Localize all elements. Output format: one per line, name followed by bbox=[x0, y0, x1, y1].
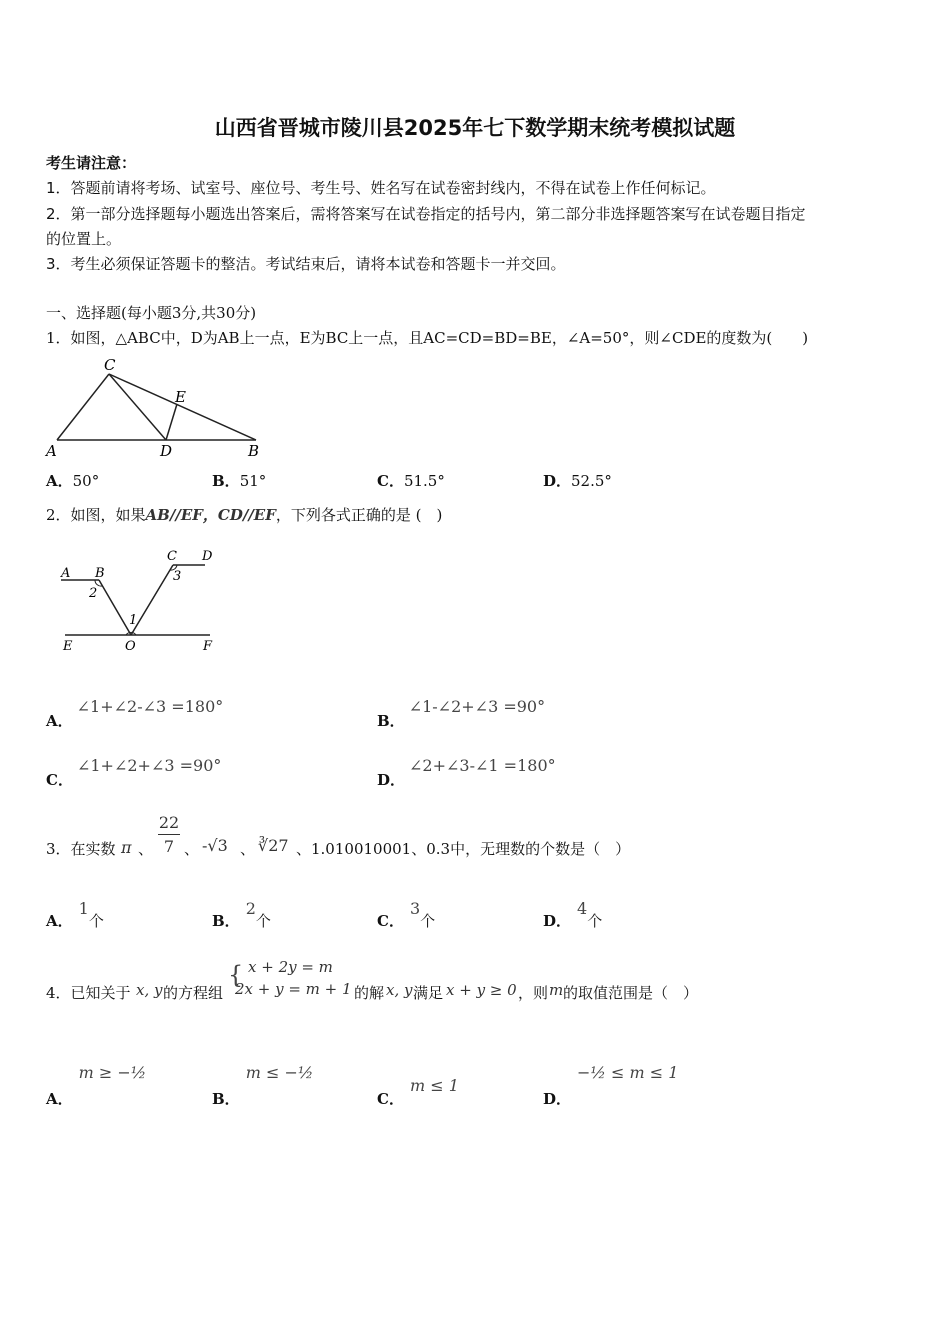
q4-option-a[interactable] bbox=[46, 1062, 147, 1108]
option-value: m ≥ −½ bbox=[78, 1063, 147, 1082]
q4-equation-2: 2x + y = m + 1 bbox=[235, 980, 352, 998]
option-value: −½ ≤ m ≤ 1 bbox=[577, 1063, 679, 1082]
notice-heading: 考生请注意： bbox=[46, 154, 137, 172]
label-d: D bbox=[202, 549, 213, 564]
q3-neg-sqrt3: -√3 bbox=[202, 836, 228, 855]
brace: { bbox=[228, 961, 244, 989]
option-value: 1 bbox=[78, 899, 89, 918]
option-label: B． bbox=[212, 912, 240, 930]
q3-prefix: 3．在实数 bbox=[46, 840, 116, 858]
label-2: 2 bbox=[89, 586, 98, 601]
q2-condition: AB//EF，CD//EF bbox=[145, 506, 276, 524]
q4-mid-1: 的方程组 bbox=[163, 984, 224, 1002]
q1-option-b[interactable] bbox=[212, 470, 266, 491]
option-value: ∠1+∠2+∠3 =90° bbox=[76, 756, 222, 775]
frac-numerator: 22 bbox=[158, 813, 180, 832]
option-unit: 个 bbox=[255, 912, 271, 930]
notice-item-1: 1．答题前请将考场、试室号、座位号、考生号、姓名写在试卷密封线内，不得在试卷上作任何标记。 bbox=[46, 179, 716, 197]
option-label: C． bbox=[46, 771, 73, 789]
question-1-text: 1．如图，△ABC中，D为AB上一点，E为BC上一点，且AC=CD=BD=BE，∠A=50°，则∠CDE的度数为( ) bbox=[46, 329, 809, 347]
notice-item-3: 3．考生必须保证答题卡的整洁。考试结束后，请将本试卷和答题卡一并交回。 bbox=[46, 255, 566, 273]
option-value: ∠1+∠2-∠3 =180° bbox=[76, 697, 224, 716]
q4-condition: x + y ≥ 0 bbox=[446, 981, 517, 999]
label-b: B bbox=[248, 442, 260, 460]
option-unit: 个 bbox=[420, 912, 436, 930]
q3-sep-1: 、 bbox=[138, 840, 154, 858]
q3-sep-2: 、 bbox=[184, 840, 200, 858]
q3-suffix: 中，无理数的个数是（ ） bbox=[450, 840, 631, 858]
q3-sep-3: 、 bbox=[240, 840, 256, 858]
q4-mid-2: 的解 bbox=[354, 984, 385, 1002]
label-d: D bbox=[160, 442, 173, 460]
option-label: D． bbox=[377, 771, 406, 789]
q3-rest bbox=[296, 838, 630, 859]
option-label: B． bbox=[212, 472, 240, 490]
parallel-lines-figure bbox=[55, 545, 225, 657]
q4-suffix: 的取值范围是（ ） bbox=[563, 984, 699, 1002]
q4-m: m bbox=[549, 981, 564, 999]
option-label: A． bbox=[46, 912, 73, 930]
q1-option-a[interactable] bbox=[46, 470, 99, 491]
option-unit: 个 bbox=[587, 912, 603, 930]
notice-item-2-cont: 的位置上。 bbox=[46, 230, 122, 248]
label-c: C bbox=[104, 356, 116, 374]
option-label: A． bbox=[46, 472, 73, 490]
option-label: D． bbox=[543, 472, 572, 490]
option-value: ∠2+∠3-∠1 =180° bbox=[409, 756, 556, 775]
q3-option-b[interactable] bbox=[212, 898, 271, 930]
label-o: O bbox=[125, 639, 136, 654]
triangle-figure bbox=[40, 352, 270, 462]
q4-mid-4: ，则 bbox=[518, 984, 549, 1002]
option-value: 2 bbox=[245, 899, 256, 918]
label-a: A bbox=[46, 442, 57, 460]
q4-vars-2: x, y bbox=[386, 981, 413, 999]
frac-denominator: 7 bbox=[163, 837, 175, 856]
q3-pi: π bbox=[121, 838, 132, 857]
q2-option-b[interactable] bbox=[377, 696, 546, 730]
option-unit: 个 bbox=[88, 912, 104, 930]
option-value: 51° bbox=[239, 472, 267, 490]
option-value: 50° bbox=[72, 472, 100, 490]
option-value: 51.5° bbox=[403, 472, 445, 490]
option-value: ∠1-∠2+∠3 =90° bbox=[408, 697, 546, 716]
q2-prefix: 2．如图，如果 bbox=[46, 506, 146, 524]
option-label: B． bbox=[212, 1090, 240, 1108]
q3-option-c[interactable] bbox=[377, 898, 436, 930]
option-value: 3 bbox=[409, 899, 421, 918]
q4-vars: x, y bbox=[136, 981, 163, 999]
option-label: A． bbox=[46, 1090, 73, 1108]
option-value: 4 bbox=[577, 899, 588, 918]
option-label: D． bbox=[543, 1090, 572, 1108]
label-f: F bbox=[203, 639, 213, 654]
q1-option-c[interactable] bbox=[377, 470, 445, 491]
q3-rest-values: 、1.010010001、0.3 bbox=[296, 840, 451, 858]
label-1: 1 bbox=[129, 613, 138, 628]
label-a: A bbox=[61, 566, 71, 581]
option-value: m ≤ −½ bbox=[245, 1063, 314, 1082]
label-c: C bbox=[167, 549, 177, 564]
q4-equation-1: x + 2y = m bbox=[248, 958, 333, 976]
option-value: m ≤ 1 bbox=[409, 1076, 459, 1095]
q4-mid-3: 满足 bbox=[413, 984, 444, 1002]
label-b: B bbox=[95, 566, 105, 581]
q1-option-d[interactable] bbox=[543, 470, 612, 491]
label-3: 3 bbox=[173, 569, 182, 584]
q3-cbrt27: ∛27 bbox=[258, 836, 289, 855]
option-label: C． bbox=[377, 472, 404, 490]
label-e: E bbox=[175, 388, 186, 406]
option-label: D． bbox=[543, 912, 572, 930]
q4-prefix: 4．已知关于 bbox=[46, 984, 131, 1002]
section-heading: 一、选择题(每小题3分,共30分) bbox=[46, 304, 257, 322]
label-e: E bbox=[63, 639, 73, 654]
q4-option-b[interactable] bbox=[212, 1062, 314, 1108]
q2-option-d[interactable] bbox=[377, 755, 556, 789]
option-label: C． bbox=[377, 1090, 404, 1108]
q4-option-d[interactable] bbox=[543, 1062, 679, 1108]
notice-item-2: 2．第一部分选择题每小题选出答案后，需将答案写在试卷指定的括号内，第二部分非选择题答案写在试卷题目指定 bbox=[46, 205, 806, 223]
q3-option-a[interactable] bbox=[46, 898, 104, 930]
option-label: A． bbox=[46, 712, 73, 730]
q3-option-d[interactable] bbox=[543, 898, 603, 930]
q2-suffix: ，下列各式正确的是 ( ) bbox=[275, 506, 443, 524]
page-title: 山西省晋城市陵川县2025年七下数学期末统考模拟试题 bbox=[214, 116, 736, 140]
q2-option-a[interactable] bbox=[46, 696, 224, 730]
option-value: 52.5° bbox=[571, 472, 612, 490]
q4-option-c[interactable] bbox=[377, 1075, 459, 1108]
question-2-text bbox=[46, 504, 442, 525]
q2-option-c[interactable] bbox=[46, 755, 222, 789]
q3-fraction-22-7 bbox=[158, 813, 180, 856]
option-label: C． bbox=[377, 912, 404, 930]
option-label: B． bbox=[377, 712, 405, 730]
